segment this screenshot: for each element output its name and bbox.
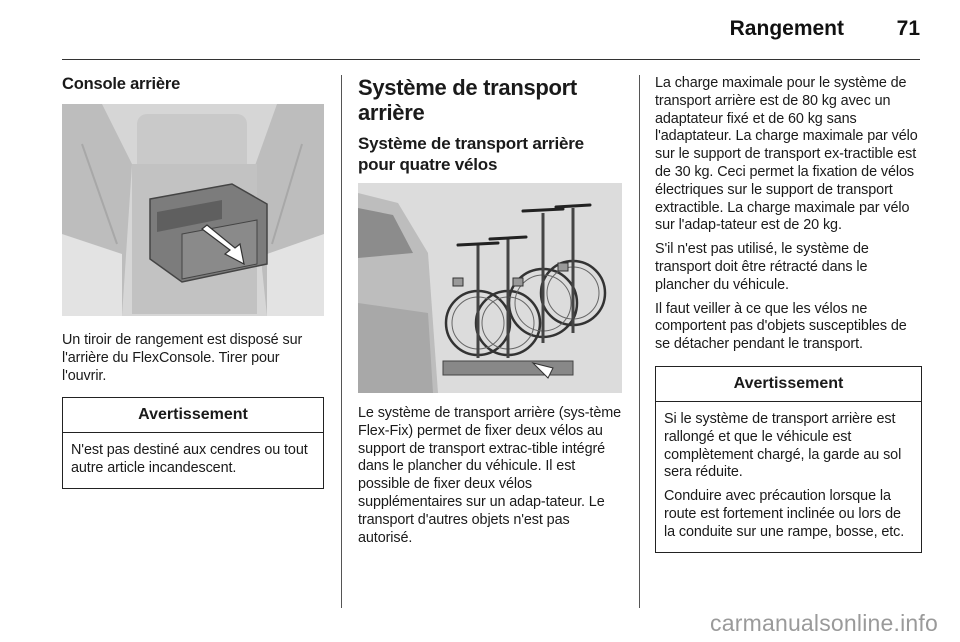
bike-carrier-image (358, 183, 622, 393)
retract-paragraph: S'il n'est pas utilisé, le système de transport doit être rétracté dans le plancher du véhicule. (655, 241, 869, 293)
subheading-quatre-velos: Système de transport arrière pour quatre vélos (358, 134, 584, 174)
loose-objects-paragraph: Il faut veiller à ce que les vélos ne comportent pas d'objets susceptibles de se détacher pendant le transport. (655, 300, 907, 353)
column-divider (341, 75, 342, 608)
heading-systeme-transport: Système de transport arrière (358, 75, 577, 125)
page-header (62, 0, 920, 60)
column-divider-2 (639, 75, 640, 608)
warning-text-clearance: Si le système de transport arrière est rallongé et que le véhicule est complètement chargé, la garde au sol sera réduite. (664, 410, 902, 481)
warning-body-2 (656, 402, 921, 552)
heading-console-arriere: Console arrière (62, 75, 181, 93)
bike-carrier-illustration (358, 183, 622, 393)
warning-text: N'est pas destiné aux cendres ou tout autre article incandescent. (71, 442, 308, 477)
watermark: carmanualsonline.info (710, 610, 938, 636)
column-right (655, 75, 922, 553)
warning-text-caution: Conduire avec précaution lorsque la route est fortement inclinée ou lors de la conduite sur une rampe, bosse, etc. (664, 488, 905, 540)
warning-title: Avertissement (63, 398, 323, 433)
column-middle (358, 75, 622, 553)
console-drawer-illustration (62, 104, 324, 316)
transport-paragraph: Le système de transport arrière (sys-tème Flex-Fix) permet de fixer deux vélos au support de transport extrac-tible intégré dans le plancher du véhicule. Il est possible de fixer deux vélos supplémentaires sur un adap-tateur. Le transport d'autres objets n'est pas autorisé. (358, 405, 622, 546)
load-paragraph: La charge maximale pour le système de transport arrière est de 80 kg avec un adaptateur fixé et de 60 kg sans l'adaptateur. La charge maximale par vélo sur le support de transport ex-tractible est de 30 kg. Ceci permet la fixation de vélos électriques sur le support de transport extractible. La charge maximale par vélo sur l'adap-tateur est de 20 kg. (655, 75, 918, 234)
page-number: 71 (896, 17, 920, 40)
column-left (62, 75, 324, 489)
warning-box-ashes (62, 397, 324, 489)
console-drawer-image (62, 104, 324, 316)
warning-body (63, 433, 323, 488)
warning-title-2: Avertissement (656, 367, 921, 402)
section-title: Rangement (729, 17, 844, 40)
console-paragraph: Un tiroir de rangement est disposé sur l'arrière du FlexConsole. Tirer pour l'ouvrir. (62, 332, 303, 384)
warning-box-ground-clearance (655, 366, 922, 553)
